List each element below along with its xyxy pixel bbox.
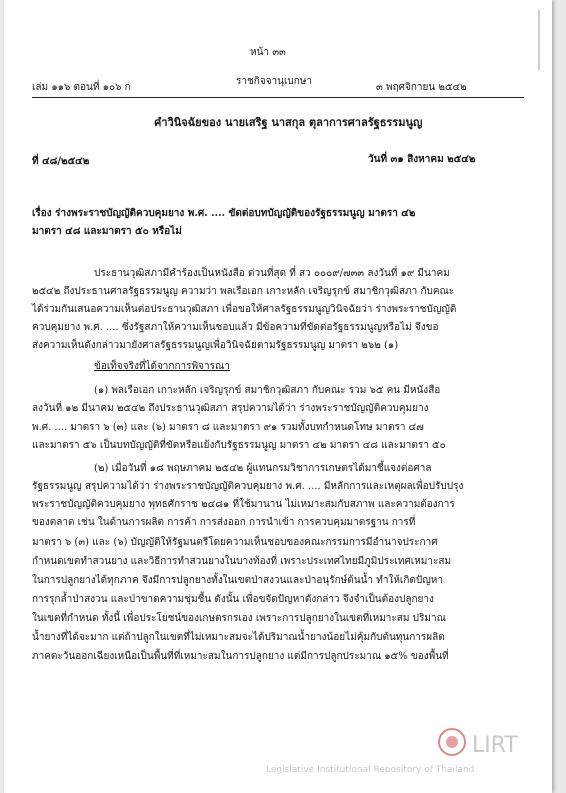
body-line: (๒) เมื่อวันที่ ๑๘ พฤษภาคม ๒๕๔๒ ผู้แทนกรมวิชาการเกษตรได้มาชี้แจงต่อศาล (94, 463, 432, 474)
body-line: ของตลาด เช่น ในด้านการผลิต การค้า การส่งออก การนำเข้า การควบคุมมาตรฐาน การที่ (32, 517, 416, 528)
body-line: รัฐธรรมนูญ สรุปความได้ว่า ร่างพระราชบัญญัติควบคุมยาง พ.ศ. .... มีหลักการและเหตุผลเพื่อปรับปรุง (32, 481, 464, 492)
body-line: และมาตรา ๕๖ เป็นบทบัญญัติที่ขัดหรือแย้งกับรัฐธรรมนูญ มาตรา ๔๒ มาตรา ๔๘ และมาตรา ๕๐ (32, 440, 446, 451)
gazette-date: ๓ พฤศจิกายน ๒๕๔๒ (376, 82, 467, 93)
svg-text:LIRT: LIRT (472, 733, 518, 758)
body-line: ส่งความเห็นดังกล่าวมายังศาลรัฐธรรมนูญเพื่อวินิจฉัยตามรัฐธรรมนูญ มาตรา ๒๖๒ (๑) (32, 340, 399, 351)
body-line: ในเขตที่กำหนด ทั้งนี้ เพื่อประโยชน์ของเกษตรกรเอง เพราะการปลูกยางในเขตที่เหมาะสม ปริมาณ (32, 613, 446, 624)
body-line: น้ำยางที่ได้จะมาก แต่ถ้าปลูกในเขตที่ไม่เหมาะสมจะได้ปริมาณน้ำยางน้อยไม่คุ้มกับต้นทุนการผลิต (32, 632, 445, 643)
body-line: ประธานวุฒิสภามีคำร้องเป็นหนังสือ ด่วนที่สุด ที่ สว ๐๐๐๙/๗๓๓ ลงวันที่ ๑๙ มีนาคม (94, 268, 450, 279)
document-title: คำวินิจฉัยของ นายเสริฐ นาสกุล ตุลาการศาลรัฐธรรมนูญ (154, 116, 423, 129)
body-line: มาตรา ๖ (๓) และ (๖) บัญญัติให้รัฐมนตรีโดยความเห็นชอบของคณะกรรมการมีอำนาจประกาศ (32, 537, 438, 548)
page-number: หน้า ๓๓ (250, 47, 286, 58)
body-line: (๑) พลเรือเอก เกาะหลัก เจริญรุกข์ สมาชิกวุฒิสภา กับคณะ รวม ๖๕ คน มีหนังสือ (94, 385, 441, 396)
body-line: ลงวันที่ ๑๒ มีนาคม ๒๕๔๒ ถึงประธานวุฒิสภา สรุปความได้ว่า ร่างพระราชบัญญัติควบคุมยาง (32, 403, 429, 414)
gazette-volume: เล่ม ๑๑๖ ตอนที่ ๑๐๖ ก (32, 82, 131, 93)
subject-line-2: มาตรา ๔๘ และมาตรา ๕๐ หรือไม่ (32, 226, 182, 237)
lirt-logo-icon (438, 720, 520, 764)
header-rule (32, 97, 524, 98)
body-line: ได้ร่วมกันเสนอความเห็นต่อประธานวุฒิสภา เพื่อขอให้ศาลรัฐธรรมนูญวินิจฉัยว่า ร่างพระราชบัญญัติ (32, 304, 457, 315)
body-line: ควบคุมยาง พ.ศ. .... ซึ่งรัฐสภาให้ความเห็นชอบแล้ว มีข้อความที่ขัดต่อรัฐธรรมนูญหรือไม่ จึงขอ (32, 322, 439, 333)
section-heading: ข้อเท็จจริงที่ได้จากการพิจารณา (94, 361, 230, 372)
body-line: ภาคตะวันออกเฉียงเหนือเป็นพื้นที่ที่เหมาะสมในการปลูกยาง แต่มีการปลูกประมาณ ๑๕% ของพื้นที่ (32, 651, 449, 662)
body-line: ในการปลูกยางได้ทุกภาค จึงมีการปลูกยางทั้งในเขตป่าสงวนและป่าอนุรักษ์ต้นน้ำ ทำให้เกิดปัญหา (32, 575, 443, 586)
body-line: พ.ศ. .... มาตรา ๖ (๓) และ (๖) มาตรา ๘ และมาตรา ๙๑ รวมทั้งบทกำหนดโทษ มาตรา ๔๗ (32, 422, 424, 433)
body-line: ๒๕๔๒ ถึงประธานศาลรัฐธรรมนูญ ความว่า พลเรือเอก เกาะหลัก เจริญรุกข์ สมาชิกวุฒิสภา กับคณะ (32, 286, 455, 297)
ruling-date: วันที่ ๓๑ สิงหาคม ๒๕๔๒ (368, 154, 476, 165)
binding-mark-icon (534, 10, 544, 70)
gazette-name: ราชกิจจานุเบกษา (236, 76, 313, 87)
case-number: ที่ ๔๘/๒๕๔๒ (32, 156, 90, 167)
document-page (4, 0, 552, 793)
body-line: การรุกล้ำป่าสงวน และป่าขาดความชุ่มชื้น ดังนั้น เพื่อขจัดปัญหาดังกล่าว จึงจำเป็นต้องปลูกยาง (32, 594, 434, 605)
body-line: พระราชบัญญัติควบคุมยาง พุทธศักราช ๒๔๘๑ ที่ใช้มานาน ไม่เหมาะสมกับสภาพ และความต้องการ (32, 499, 455, 510)
subject-line-1: เรื่อง ร่างพระราชบัญญัติควบคุมยาง พ.ศ. .... ขัดต่อบทบัญญัติของรัฐธรรมนูญ มาตรา ๔๒ (32, 208, 416, 219)
repository-watermark: Legislative Institutional Repository of Thailand (266, 765, 475, 775)
body-line: กำหนดเขตทำสวนยาง และวิธีการทำสวนยางในบางท้องที่ เพราะประเทศไทยมีภูมิประเทศเหมาะสม (32, 556, 452, 567)
